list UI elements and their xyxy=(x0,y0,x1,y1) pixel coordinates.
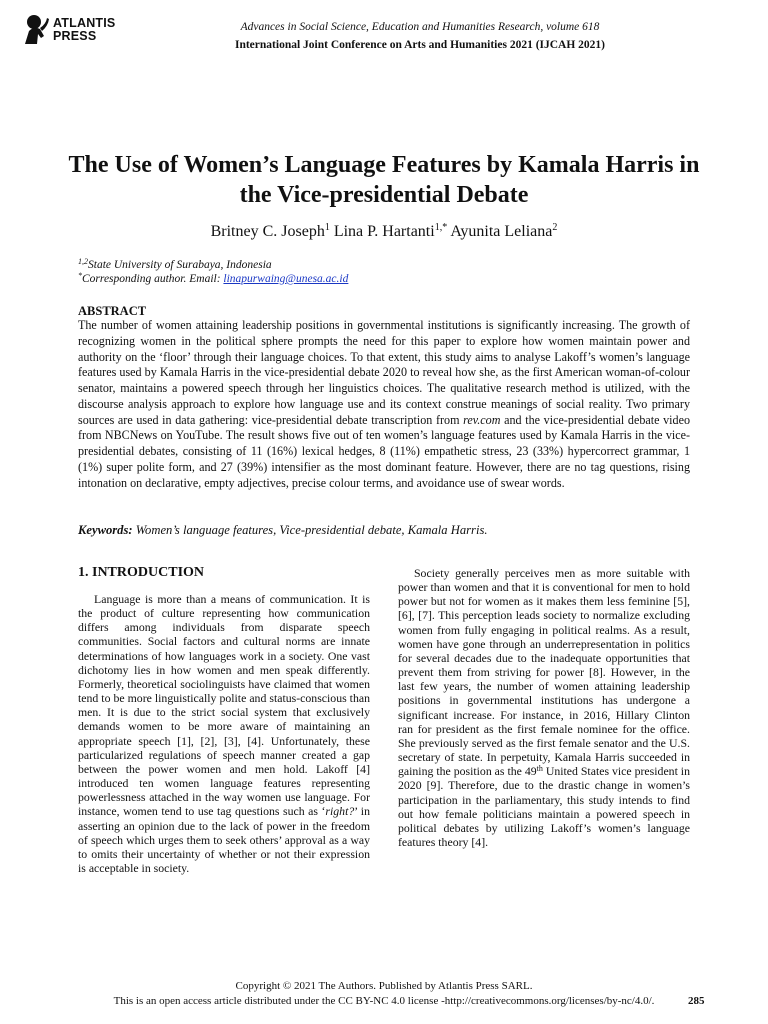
publisher-logo xyxy=(22,14,132,46)
abstract-text-part: and the vice-presidential debate video from NBCNews on YouTube. The result shows five out of ten women’s language features used by Kamala Harris in the vice-presidential debates, consisting of 11 (16%) lexical hedges, 8 (11%) empathetic stress, 23 (33%) hypercorrect grammar, 1 (1%) super polite form, and 27 (39%) intensifier as the most dominant feature. However, there are no tag questions, rising intonation on declarative, empty adjectives, precise colour terms, and avoidance use of swear words. xyxy=(78,412,691,490)
section-heading: 1. INTRODUCTION xyxy=(78,565,205,580)
left-column xyxy=(78,592,370,875)
corresponding-line xyxy=(78,272,348,286)
abstract-source-italic: rev.com xyxy=(463,412,501,427)
italic-term: right? xyxy=(325,804,355,819)
affiliation-mark: 1,2 xyxy=(78,257,88,266)
logo-line-2: PRESS xyxy=(53,29,97,43)
author-list xyxy=(60,222,708,242)
email-link[interactable]: linapurwaing@unesa.ac.id xyxy=(223,273,349,285)
corresponding-mark: * xyxy=(78,271,82,280)
author-affiliation-mark: 1,* xyxy=(434,222,448,233)
keywords-text: Women’s language features, Vice-presidential debate, Kamala Harris. xyxy=(132,523,488,537)
license-notice: This is an open access article distributed under the CC BY-NC 4.0 license -http://creativecommons.org/licenses/by-nc/4.0/. xyxy=(113,995,655,1007)
ordinal-suffix: th xyxy=(536,764,543,774)
intro-paragraph-1 xyxy=(78,592,370,875)
conference-name: International Joint Conference on Arts and Humanities 2021 (IJCAH 2021) xyxy=(234,39,606,51)
affiliation-text: State University of Surabaya, Indonesia xyxy=(88,259,272,271)
logo-line-1: ATLANTIS xyxy=(53,16,116,30)
page-number: 285 xyxy=(688,995,705,1007)
author-name: Lina P. Hartanti xyxy=(333,223,435,240)
journal-name: Advances in Social Science, Education and Humanities Research, volume 618 xyxy=(240,21,600,33)
author-name: Ayunita Leliana xyxy=(450,223,553,240)
abstract-text-part: The number of women attaining leadership positions in governmental institutions is significantly increasing. The growth of recognizing women in the political sphere prompts the need for this paper to explore how women maintain power and authority on the ‘floor’ through their language choices. To that extent, this study aims to analyse Lakoff’s women’s language features used by Kamala Harris in the vice-presidential debate 2020 to reveal how she, as the first American woman-of-colour senator, maintains a powered speech through her linguistics choices. The qualitative research method is utilized, with the discourse analysis approach to explore how language use and its context construe meanings of social reality. Two primary sources are used in data gathering: vice-presidential debate transcription from xyxy=(78,318,690,427)
abstract-paragraph xyxy=(78,318,690,491)
affiliations xyxy=(78,258,348,286)
copyright-notice: Copyright © 2021 The Authors. Published by Atlantis Press SARL. xyxy=(235,980,533,992)
keywords-label: Keywords: xyxy=(78,523,133,537)
intro-paragraph-2 xyxy=(398,566,690,849)
author-affiliation-mark: 2 xyxy=(552,222,558,233)
paragraph-text-part: Society generally perceives men as more suitable with power than women and that it is conventional for men to hold power but not for women as it makes them less feminine [5], [6], [7]. This perception leads society to normalize excluding women from fully engaging in political realms. As a result, women have gone through an underrepresentation in politics for several decades due to the inadequate opportunities that prevent them from striving for power [8]. However, in the last few years, the number of women attaining leadership positions in governmental institutions has undergone a significant increase. For instance, in 2016, Hillary Clinton ran for president as the first female nominee for the office. She previously served as the first female senator and the U.S. secretary of state. In perpetuity, Kamala Harris succeeded in gaining the position as the 49 xyxy=(398,566,690,779)
atlas-figure-icon xyxy=(22,14,50,44)
abstract-heading: ABSTRACT xyxy=(78,304,147,318)
logo-wordmark xyxy=(53,17,115,43)
right-column xyxy=(398,566,690,849)
keywords xyxy=(78,522,690,538)
author-affiliation-mark: 1 xyxy=(324,222,330,233)
paragraph-text-part: United States vice president in 2020 [9]. Therefore, due to the drastic change in women’s participation in the parliamentary, this study intends to find out how female politicians maintain a powered speech in political debates by utilizing Lakoff’s women’s language features theory [4]. xyxy=(398,764,690,849)
affiliation-line xyxy=(78,258,348,272)
paragraph-text-part: Language is more than a means of communication. It is the product of culture representing how communication differs among individuals from disparate speech communities. Social factors and cultural norms are innate determinations of how languages work in a society. One vast dichotomy lies in how women and men speak differently. Formerly, theoretical sociolinguists have claimed that women tend to be more linguistically polite and status-conscious than men. It is due to the strict social system that exclusively demands women to be more aware of maintaining an appropriate speech [1], [2], [3], [4]. Unfortunately, these particularized regulations of speech manner created a gap between the power women and men hold. Lakoff [4] introduced ten women language features representing powerlessness attached in the way women use language. For instance, women tend to use tag questions such as ‘ xyxy=(78,592,370,819)
corresponding-label: Corresponding author. Email: xyxy=(82,273,224,285)
author-name: Britney C. Joseph xyxy=(210,223,325,240)
paragraph-text-part: ’ in asserting an opinion due to the lack of power in the freedom of speech which urges them to seek others’ approval as a way to omits their uncertainty of whether or not their expression is acceptable in society. xyxy=(78,804,370,875)
paper-title: The Use of Women’s Language Features by Kamala Harris in the Vice-presidential Debate xyxy=(68,152,700,208)
abstract-body xyxy=(78,318,690,491)
